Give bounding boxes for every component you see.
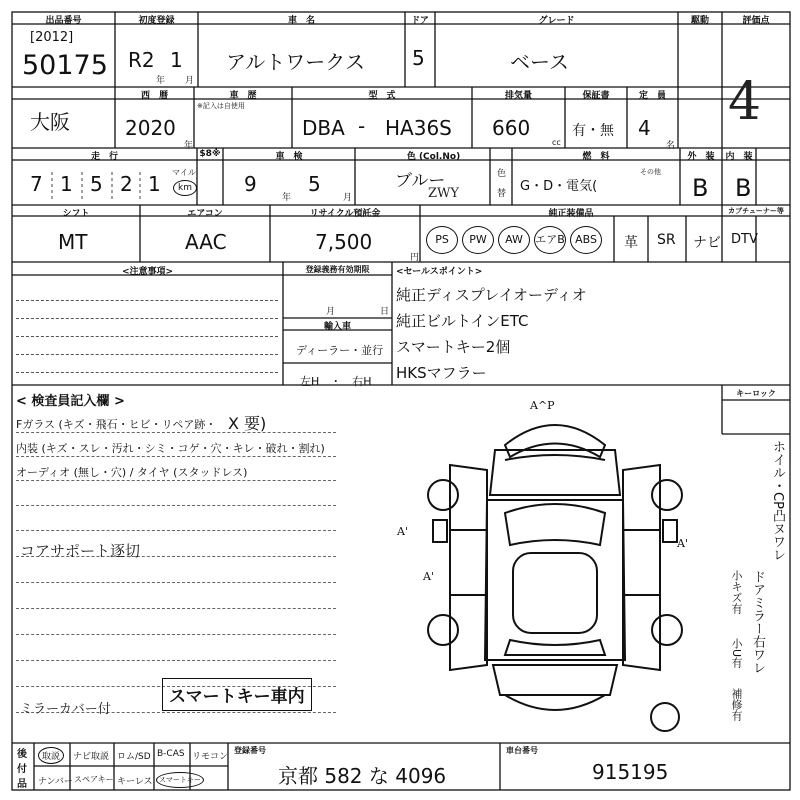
reg-era: R2 [128, 48, 155, 72]
inspector-line [16, 505, 336, 506]
color-code: ZWY [428, 186, 459, 201]
dollar-label: $8※ [199, 149, 221, 159]
interior-grade: B [735, 174, 752, 202]
history-note: ※記入は自使用 [197, 102, 245, 110]
interior-label: 内 装 [725, 152, 753, 162]
caution-label: <注意事項> [121, 267, 174, 277]
side-note-repair: 補修有 [730, 688, 743, 721]
sales-point: HKSマフラー [396, 364, 487, 382]
air-conditioner: AAC [185, 230, 227, 254]
color-change-a: 色 [497, 169, 507, 179]
caution-line [16, 336, 278, 337]
reg-valid-day: 日 [380, 307, 390, 317]
acc-bcas: B-CAS [157, 749, 185, 759]
import-label: 輸入車 [323, 322, 351, 332]
audio-tire-line: オーディオ (無し・穴) / タイヤ (スタッドレス) [16, 466, 248, 479]
mileage-unit-miles: マイル [172, 168, 196, 177]
reg-valid-label: 登録義務有効期限 [305, 265, 370, 274]
eval-label: 評価点 [742, 16, 770, 26]
exterior-grade: B [692, 174, 709, 202]
inspector-line [16, 530, 336, 531]
shift: MT [58, 230, 88, 254]
shift-label: シフト [62, 209, 90, 219]
acc-remote: リモコン [192, 752, 229, 762]
mileage-label: 走 行 [90, 152, 118, 162]
mileage-digit: 7 [30, 172, 43, 196]
model-code: HA36S [385, 116, 452, 140]
glass-line: Fガラス (キズ・飛石・ヒビ・リペア跡・ [16, 418, 217, 431]
accessory-label-c: 品 [17, 779, 27, 790]
eval-score: 4 [728, 72, 762, 132]
model-type-label: 型 式 [368, 91, 396, 101]
caution-line [16, 318, 278, 319]
ac-label: エアコン [187, 209, 223, 219]
acc-smart-key: スマートキー [156, 772, 204, 788]
capacity-label: 定 員 [638, 91, 666, 101]
damage-mark: A' [397, 525, 408, 538]
western-year-label: 西 暦 [140, 91, 168, 101]
sales-point: スマートキー2個 [396, 338, 511, 356]
month-unit: 月 [185, 76, 195, 86]
drive-label: 駆動 [690, 16, 709, 26]
mileage-digit: 1 [60, 172, 73, 196]
lot-label: 出品番号 [45, 16, 82, 26]
equipment-circled-list [426, 226, 602, 254]
year-unit: 年 [156, 76, 166, 86]
mileage-digit: 5 [90, 172, 103, 196]
sales-label: <セールスポイント> [396, 267, 483, 277]
inspector-line [16, 456, 336, 457]
western-year: 2020 [125, 116, 176, 140]
recycle-label: リサイクル預託金 [309, 209, 381, 219]
equip-navi: ナビ [693, 235, 721, 251]
glass-mark: X 要) [228, 414, 267, 433]
model-prefix: DBA [302, 116, 345, 140]
grade: ベース [510, 50, 569, 74]
grade-label: グレード [538, 16, 575, 26]
inspector-line [16, 608, 336, 609]
cc-unit: cc [552, 138, 561, 147]
damage-mark: A' [423, 570, 434, 583]
inspection-month: 5 [308, 172, 321, 196]
first-reg-label: 初度登録 [138, 16, 175, 26]
interior-condition-line: 内装 (キズ・スレ・汚れ・シミ・コゲ・穴・キレ・破れ・割れ) [16, 442, 325, 455]
inspector-line [16, 660, 336, 661]
model-dash: - [358, 114, 366, 138]
caution-line [16, 300, 278, 301]
inspection-label: 車 検 [275, 152, 303, 162]
equip-ps: PS [426, 226, 458, 254]
inspection-year-unit: 年 [282, 193, 292, 203]
displacement: 660 [492, 116, 531, 140]
tuner-label: カブチューナー等 [728, 207, 784, 215]
handwritten-note-mirror-cover: ミラーカバー付 [20, 702, 111, 717]
warranty: 有・無 [572, 123, 614, 139]
sales-point: 純正ビルトインETC [396, 312, 529, 330]
inspector-line [16, 634, 336, 635]
side-note-dent: 小U有 [730, 638, 743, 669]
history-label: 車 歴 [229, 91, 257, 101]
inspection-year: 9 [244, 172, 257, 196]
car-name-label: 車 名 [287, 16, 315, 26]
smart-key-box: スマートキー車内 [162, 678, 312, 711]
mileage-digit: 1 [148, 172, 161, 196]
equipment-label: 純正装備品 [548, 209, 594, 219]
plate-number: 京都 582 な 4096 [278, 764, 447, 788]
import-dealer: ディーラー・並行 [296, 344, 384, 357]
door-label: ドア [411, 16, 429, 26]
equip-dtv: DTV [731, 232, 758, 247]
fuel-label: 燃 料 [582, 152, 610, 162]
side-note-wheel: ホイル・CP凸ヌワレ [770, 440, 785, 561]
acc-plate: ナンバー [38, 777, 73, 787]
chassis-label: 車台番号 [506, 746, 538, 755]
lot-number: 50175 [22, 50, 108, 81]
cc-label: 排気量 [504, 91, 532, 101]
color-change-b: 替 [497, 189, 507, 199]
acc-navi-manual: ナビ取説 [73, 752, 110, 762]
fuel: G・D・電気( [520, 179, 598, 194]
exterior-label: 外 装 [687, 152, 715, 162]
sales-point: 純正ディスプレイオーディオ [396, 286, 587, 304]
reg-year: 1 [170, 48, 183, 72]
color: ブルー [395, 171, 446, 191]
acc-manual: 取説 [38, 747, 64, 764]
side-note-scratch: 小キズ有 [730, 570, 743, 614]
equip-leather: 革 [624, 235, 638, 251]
region: 大阪 [30, 110, 70, 134]
doors: 5 [412, 46, 425, 70]
recycle-unit: 円 [410, 253, 420, 263]
acc-rom-sd: ロム/SD [117, 752, 151, 762]
recycle-fee: 7,500 [315, 230, 373, 254]
handwritten-note-core-support: コアサポート逐切 [20, 542, 141, 560]
equip-aw: AW [498, 226, 530, 254]
equip-abs: ABS [570, 226, 602, 254]
capacity-unit: 名 [666, 141, 676, 151]
car-name: アルトワークス [226, 50, 365, 74]
inspector-line [16, 432, 336, 433]
equip-airbag: エアB [534, 226, 566, 254]
caution-line [16, 372, 278, 373]
inspector-line [16, 480, 336, 481]
chassis-number: 915195 [592, 760, 669, 784]
side-note-mirror: ドアミラー右ワレ [750, 570, 765, 674]
damage-mark: A^P [530, 399, 555, 412]
plate-label: 登録番号 [234, 746, 266, 755]
color-label: 色 (Col.No) [406, 152, 461, 162]
accessory-label-a: 後 [17, 749, 27, 760]
fuel-other-label: その他 [640, 168, 661, 176]
mileage-digit: 2 [120, 172, 133, 196]
capacity: 4 [638, 116, 651, 140]
steering-side: 左H ・ 右H [300, 375, 372, 388]
inspector-title: < 検査員記入欄 > [16, 394, 125, 409]
lot-year: [2012] [30, 30, 74, 45]
mileage-unit-km: km [173, 180, 197, 196]
equip-sunroof: SR [657, 232, 676, 248]
warranty-label: 保証書 [582, 91, 610, 101]
acc-spare-key: スペアキー [74, 775, 114, 784]
reg-valid-month: 月 [326, 307, 336, 317]
accessory-label-b: 付 [17, 764, 27, 775]
western-year-unit: 年 [184, 141, 194, 151]
keylock-label: キーロック [736, 389, 776, 398]
inspection-month-unit: 月 [343, 193, 353, 203]
equip-pw: PW [462, 226, 494, 254]
inspector-line [16, 582, 336, 583]
damage-mark: A' [677, 537, 688, 550]
car-diagram [395, 395, 715, 740]
acc-keyless: キーレス [117, 777, 153, 787]
caution-line [16, 354, 278, 355]
